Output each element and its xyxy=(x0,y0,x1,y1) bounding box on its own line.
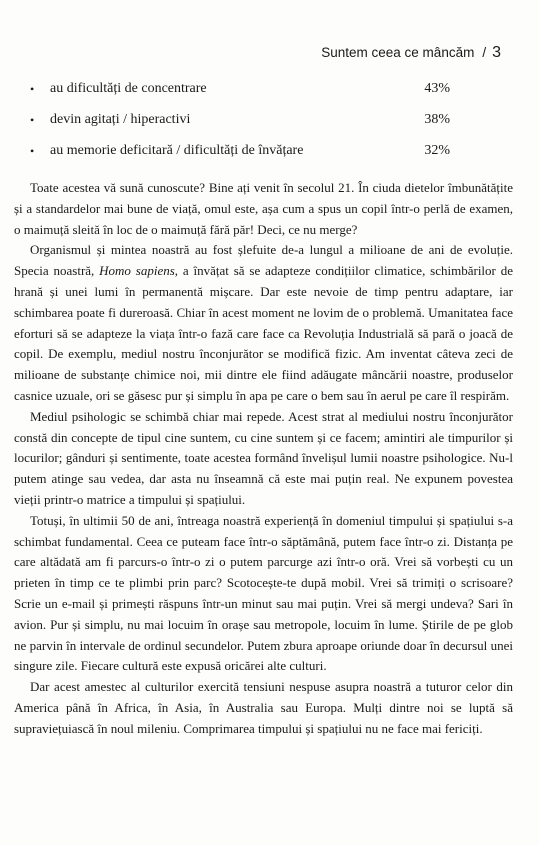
italic-term: Homo sapiens xyxy=(99,263,175,279)
stat-label: devin agitați / hiperactivi xyxy=(50,112,191,127)
statistics-list xyxy=(30,80,450,173)
stat-value: 32% xyxy=(424,143,450,158)
body-text xyxy=(14,178,513,740)
running-header xyxy=(321,44,501,62)
paragraph-text: , a învățat să se adapteze condițiilor climatice, schimbărilor de hrană și unei lumi în permanentă mișcare. Dar este nevoie de timp pentru adaptare, iar schimbarea poate fi dureroasă. Chiar în acest moment ne lovim de o problemă. Umanitatea face eforturi să se adapteze la viața într-o fază care face ca Revoluția Industrială să pară o joacă de copil. De exemplu, mediul nostru înconjurător se modifică fizic. Am inventat câteva zeci de milioane de substanțe chimice noi, mii dintre ele fiind adăugate mâncării noastre, produselor casnice uzuale, ori se găsesc pur și simplu în apa pe care o bem sau în aerul pe care îl respirăm. xyxy=(14,263,513,403)
bullet-icon: • xyxy=(30,144,35,158)
list-item xyxy=(30,142,450,173)
running-title: Suntem ceea ce mâncăm xyxy=(321,45,475,60)
stat-value: 38% xyxy=(424,112,450,127)
paragraph: Dar acest amestec al culturilor exercită tensiuni nespuse asupra noastră a tuturor celor din America până în Africa, în Asia, în Australia sau Europa. Mulți dintre noi se luptă să supraviețuiască în noul mileniu. Comprimarea timpului și spațiului nu ne face mai fericiți. xyxy=(14,679,513,736)
header-separator: / xyxy=(482,45,487,60)
stat-label: au memorie deficitară / dificultăți de învățare xyxy=(50,143,304,158)
stat-value: 43% xyxy=(424,81,450,96)
paragraph xyxy=(14,240,513,406)
page-number: 3 xyxy=(492,44,501,61)
paragraph: Mediul psihologic se schimbă chiar mai repede. Acest strat al mediului nostru înconjurător constă din concepte de tipul cine suntem, cu cine suntem și ce facem; amintiri ale timpurilor și locurilor; gânduri și sentimente, toate acestea formând învelișul lumii noastre psihologice. Nu-l putem atinge sau vedea, dar asta nu înseamnă că este mai puțin real. Ne expunem povestea vieții printr-o matrice a timpului și spațiului. xyxy=(14,408,513,507)
paragraph: Toate acestea vă sună cunoscute? Bine ați venit în secolul 21. În ciuda dietelor îmbunătățite și a standardelor mai bune de viață, omul este, așa cum a spus un copil într-o perlă de examen, o maimuță sleită în loc de o maimuță fără păr! Deci, ce nu merge? xyxy=(14,180,513,237)
stat-label: au dificultăți de concentrare xyxy=(50,81,207,96)
paragraph-text: Organismul și mintea noastră au fost șlefuite de-a lungul a milioane de ani de evoluție. Specia noastră, xyxy=(14,242,513,279)
list-item xyxy=(30,111,450,142)
bullet-icon: • xyxy=(30,82,35,96)
bullet-icon: • xyxy=(30,113,35,127)
paragraph: Totuși, în ultimii 50 de ani, întreaga noastră experiență în domeniul timpului și spațiului s-a schimbat fundamental. Ceea ce puteam face într-o săptămână, putem face într-o zi. Distanța pe care altădată am fi parcurs-o într-o zi o putem parcurge azi într-o oră. Vrei să vorbești cu un prieten în timp ce te plimbi prin parc? Scotocește-te după mobil. Vrei să trimiți o scrisoare? Scrie un e-mail și primești răspuns într-un minut sau mai puțin. Vrei să mergi undeva? Sari în avion. Pur și simplu, nu mai locuim în orașe sau metropole, locuim în lume. Știrile de pe glob ne parvin în intervale de ordinul secundelor. Putem zbura aproape oriunde doar în decursul unei singure zile. Fiecare cultură este expusă oricărei alte culturi. xyxy=(14,512,513,674)
list-item xyxy=(30,80,450,111)
